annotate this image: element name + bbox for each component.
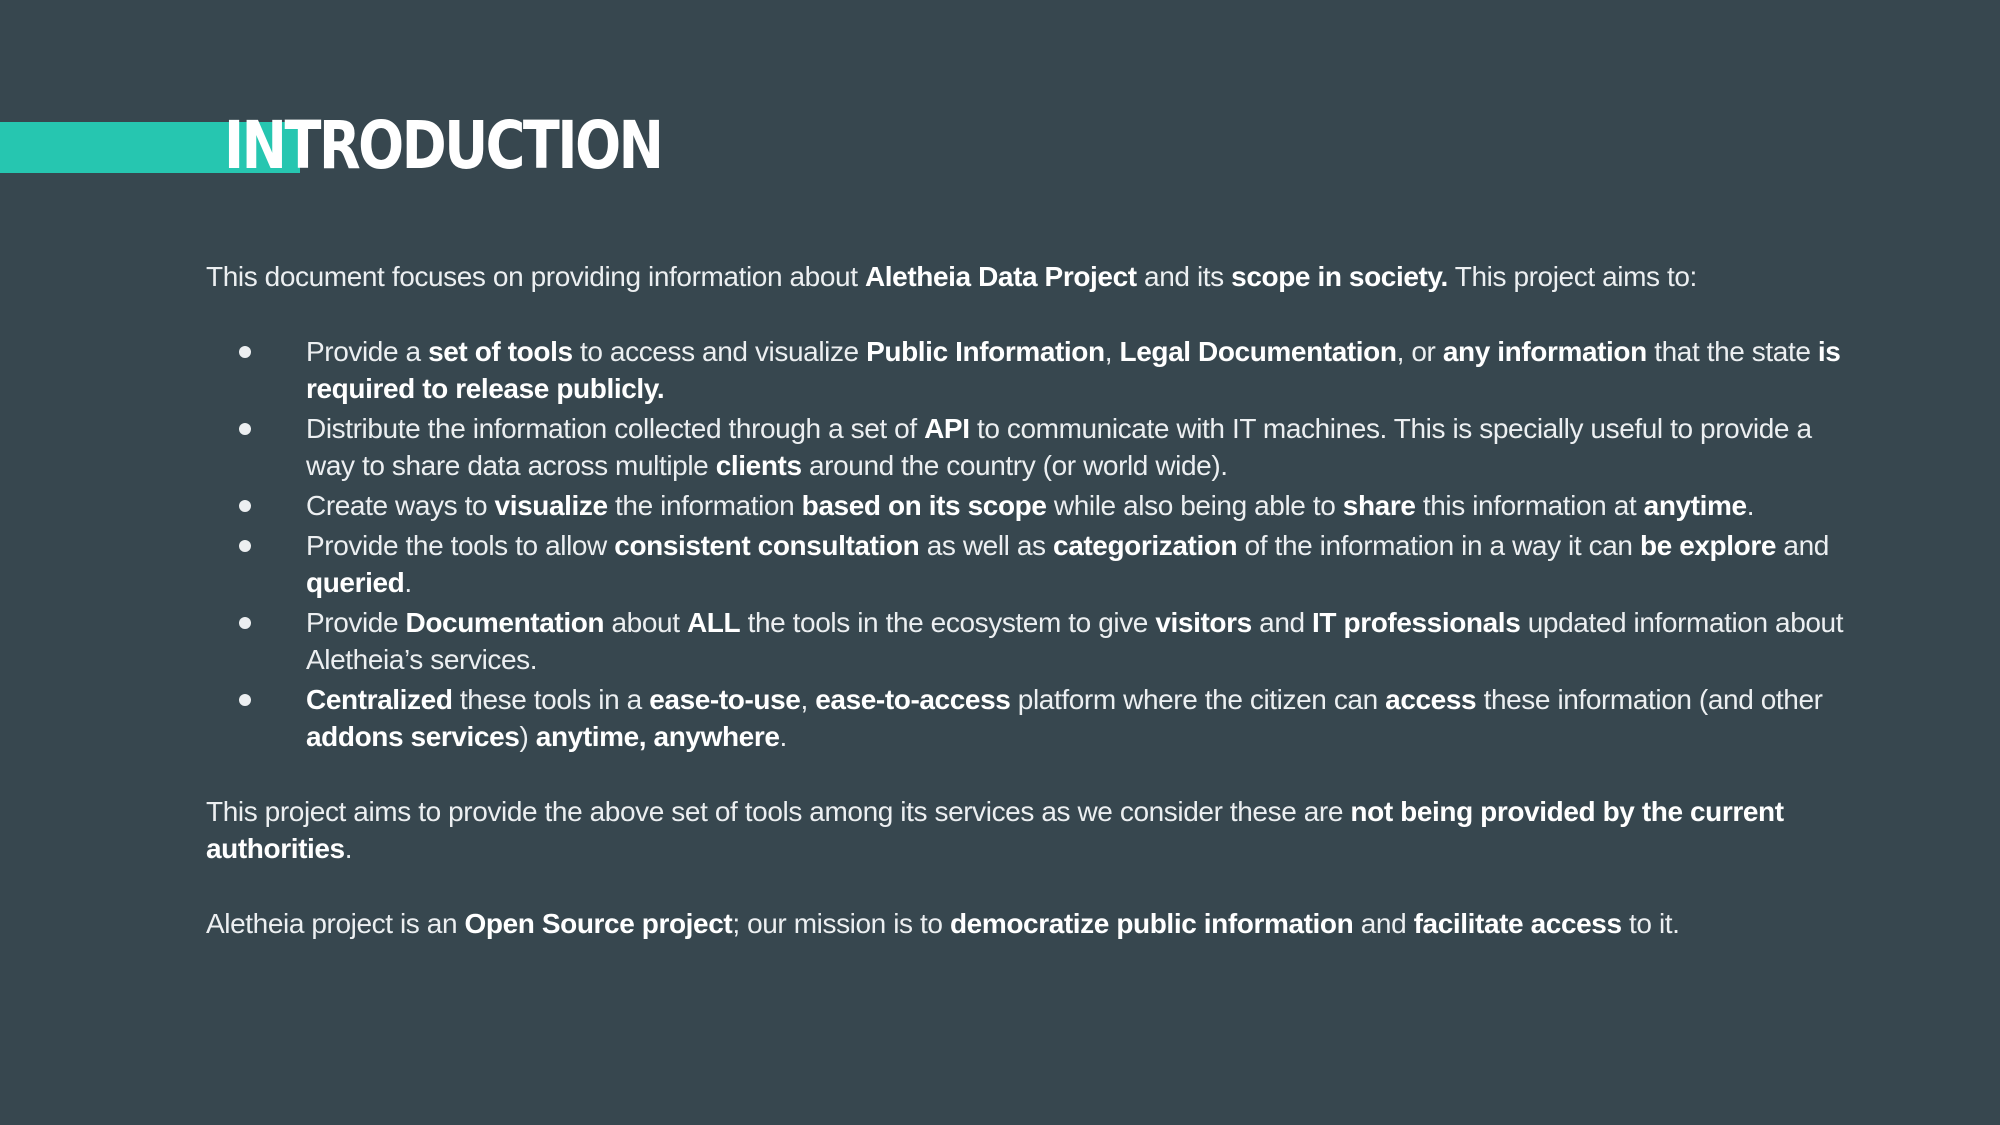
bold-text-run: ease-to-use bbox=[649, 684, 801, 715]
mission-paragraph bbox=[206, 905, 1846, 942]
list-item-text bbox=[306, 413, 1812, 481]
text-run: while also being able to bbox=[1046, 490, 1343, 521]
text-run: . bbox=[779, 721, 787, 752]
slide-body bbox=[206, 258, 1846, 942]
bold-text-run: based on its scope bbox=[801, 490, 1047, 521]
bold-text-run: addons services bbox=[306, 721, 520, 752]
text-run: the information bbox=[607, 490, 802, 521]
bold-text-run: clients bbox=[715, 450, 802, 481]
bold-text-run: ALL bbox=[686, 607, 741, 638]
list-item bbox=[206, 527, 1846, 601]
list-item bbox=[206, 487, 1846, 524]
bold-text-run: scope in society. bbox=[1231, 261, 1448, 292]
text-run: about bbox=[604, 607, 687, 638]
text-run: and its bbox=[1136, 261, 1232, 292]
intro-paragraph bbox=[206, 258, 1846, 295]
outro-paragraph bbox=[206, 793, 1846, 867]
bold-text-run: be explore bbox=[1639, 530, 1777, 561]
text-run: to it. bbox=[1621, 908, 1680, 939]
bold-text-run: visualize bbox=[494, 490, 608, 521]
text-run: these information (and other bbox=[1476, 684, 1823, 715]
text-run: as well as bbox=[919, 530, 1054, 561]
page-title: INTRODUCTION bbox=[224, 107, 662, 184]
list-item-text bbox=[306, 336, 1840, 404]
text-run: and bbox=[1776, 530, 1829, 561]
bold-text-run: anytime bbox=[1643, 490, 1747, 521]
bullet-icon bbox=[239, 500, 251, 512]
bold-text-run: IT professionals bbox=[1312, 607, 1521, 638]
bullet-icon bbox=[239, 423, 251, 435]
text-run: and bbox=[1353, 908, 1414, 939]
bold-text-run: API bbox=[924, 413, 970, 444]
bold-text-run: any information bbox=[1442, 336, 1647, 367]
text-run: , bbox=[1104, 336, 1120, 367]
text-run: to access and visualize bbox=[572, 336, 867, 367]
goals-list bbox=[206, 333, 1846, 755]
text-run: that the state bbox=[1646, 336, 1818, 367]
text-run: . bbox=[1746, 490, 1755, 521]
text-run: , or bbox=[1396, 336, 1443, 367]
bold-text-run: democratize public information bbox=[949, 908, 1354, 939]
text-run: This project aims to provide the above set of tools among its services as we consider these are bbox=[206, 796, 1351, 827]
list-item-text bbox=[306, 530, 1829, 598]
text-run: Distribute the information collected through a set of bbox=[306, 413, 925, 444]
list-item-text bbox=[306, 684, 1823, 752]
text-run: . bbox=[344, 833, 353, 864]
bold-text-run: not being provided by the current authorities bbox=[206, 796, 1784, 864]
bullet-icon bbox=[239, 694, 251, 706]
text-run: Create ways to bbox=[306, 490, 495, 521]
text-run: and bbox=[1251, 607, 1313, 638]
bold-text-run: Public Information bbox=[866, 336, 1105, 367]
bold-text-run: set of tools bbox=[428, 336, 573, 367]
text-run: ) bbox=[519, 721, 536, 752]
bold-text-run: Aletheia Data Project bbox=[864, 261, 1137, 292]
text-run: Provide bbox=[306, 607, 406, 638]
bullet-icon bbox=[239, 617, 251, 629]
bold-text-run: Centralized bbox=[306, 684, 453, 715]
text-run: ; our mission is to bbox=[732, 908, 950, 939]
list-item bbox=[206, 681, 1846, 755]
bold-text-run: consistent consultation bbox=[614, 530, 920, 561]
bold-text-run: Open Source project bbox=[464, 908, 733, 939]
text-run: Provide a bbox=[306, 336, 429, 367]
text-run: platform where the citizen can bbox=[1010, 684, 1386, 715]
bold-text-run: access bbox=[1385, 684, 1477, 715]
text-run: of the information in a way it can bbox=[1237, 530, 1640, 561]
bold-text-run: Legal Documentation bbox=[1119, 336, 1397, 367]
text-run: the tools in the ecosystem to give bbox=[740, 607, 1156, 638]
list-item bbox=[206, 410, 1846, 484]
bold-text-run: facilitate access bbox=[1413, 908, 1622, 939]
text-run: , bbox=[800, 684, 816, 715]
bold-text-run: is required to release publicly. bbox=[306, 336, 1841, 404]
list-item-text bbox=[306, 607, 1843, 675]
text-run: This document focuses on providing information about bbox=[206, 261, 865, 292]
bold-text-run: ease-to-access bbox=[815, 684, 1011, 715]
bold-text-run: share bbox=[1342, 490, 1416, 521]
text-run: to communicate with IT machines. This is specially useful to provide a way to share data across multiple bbox=[306, 413, 1812, 481]
bullet-icon bbox=[239, 540, 251, 552]
list-item bbox=[206, 604, 1846, 678]
text-run: this information at bbox=[1415, 490, 1644, 521]
text-run: . bbox=[404, 567, 412, 598]
text-run: updated information about Aletheia’s services. bbox=[306, 607, 1844, 675]
text-run: these tools in a bbox=[452, 684, 650, 715]
list-item-text bbox=[306, 490, 1754, 521]
list-item bbox=[206, 333, 1846, 407]
text-run: Aletheia project is an bbox=[206, 908, 465, 939]
bold-text-run: anytime, anywhere bbox=[535, 721, 780, 752]
text-run: Provide the tools to allow bbox=[306, 530, 615, 561]
bold-text-run: Documentation bbox=[405, 607, 605, 638]
bold-text-run: visitors bbox=[1155, 607, 1252, 638]
text-run: This project aims to: bbox=[1447, 261, 1697, 292]
text-run: around the country (or world wide). bbox=[801, 450, 1228, 481]
bullet-icon bbox=[239, 346, 251, 358]
bold-text-run: queried bbox=[306, 567, 405, 598]
bold-text-run: categorization bbox=[1053, 530, 1238, 561]
